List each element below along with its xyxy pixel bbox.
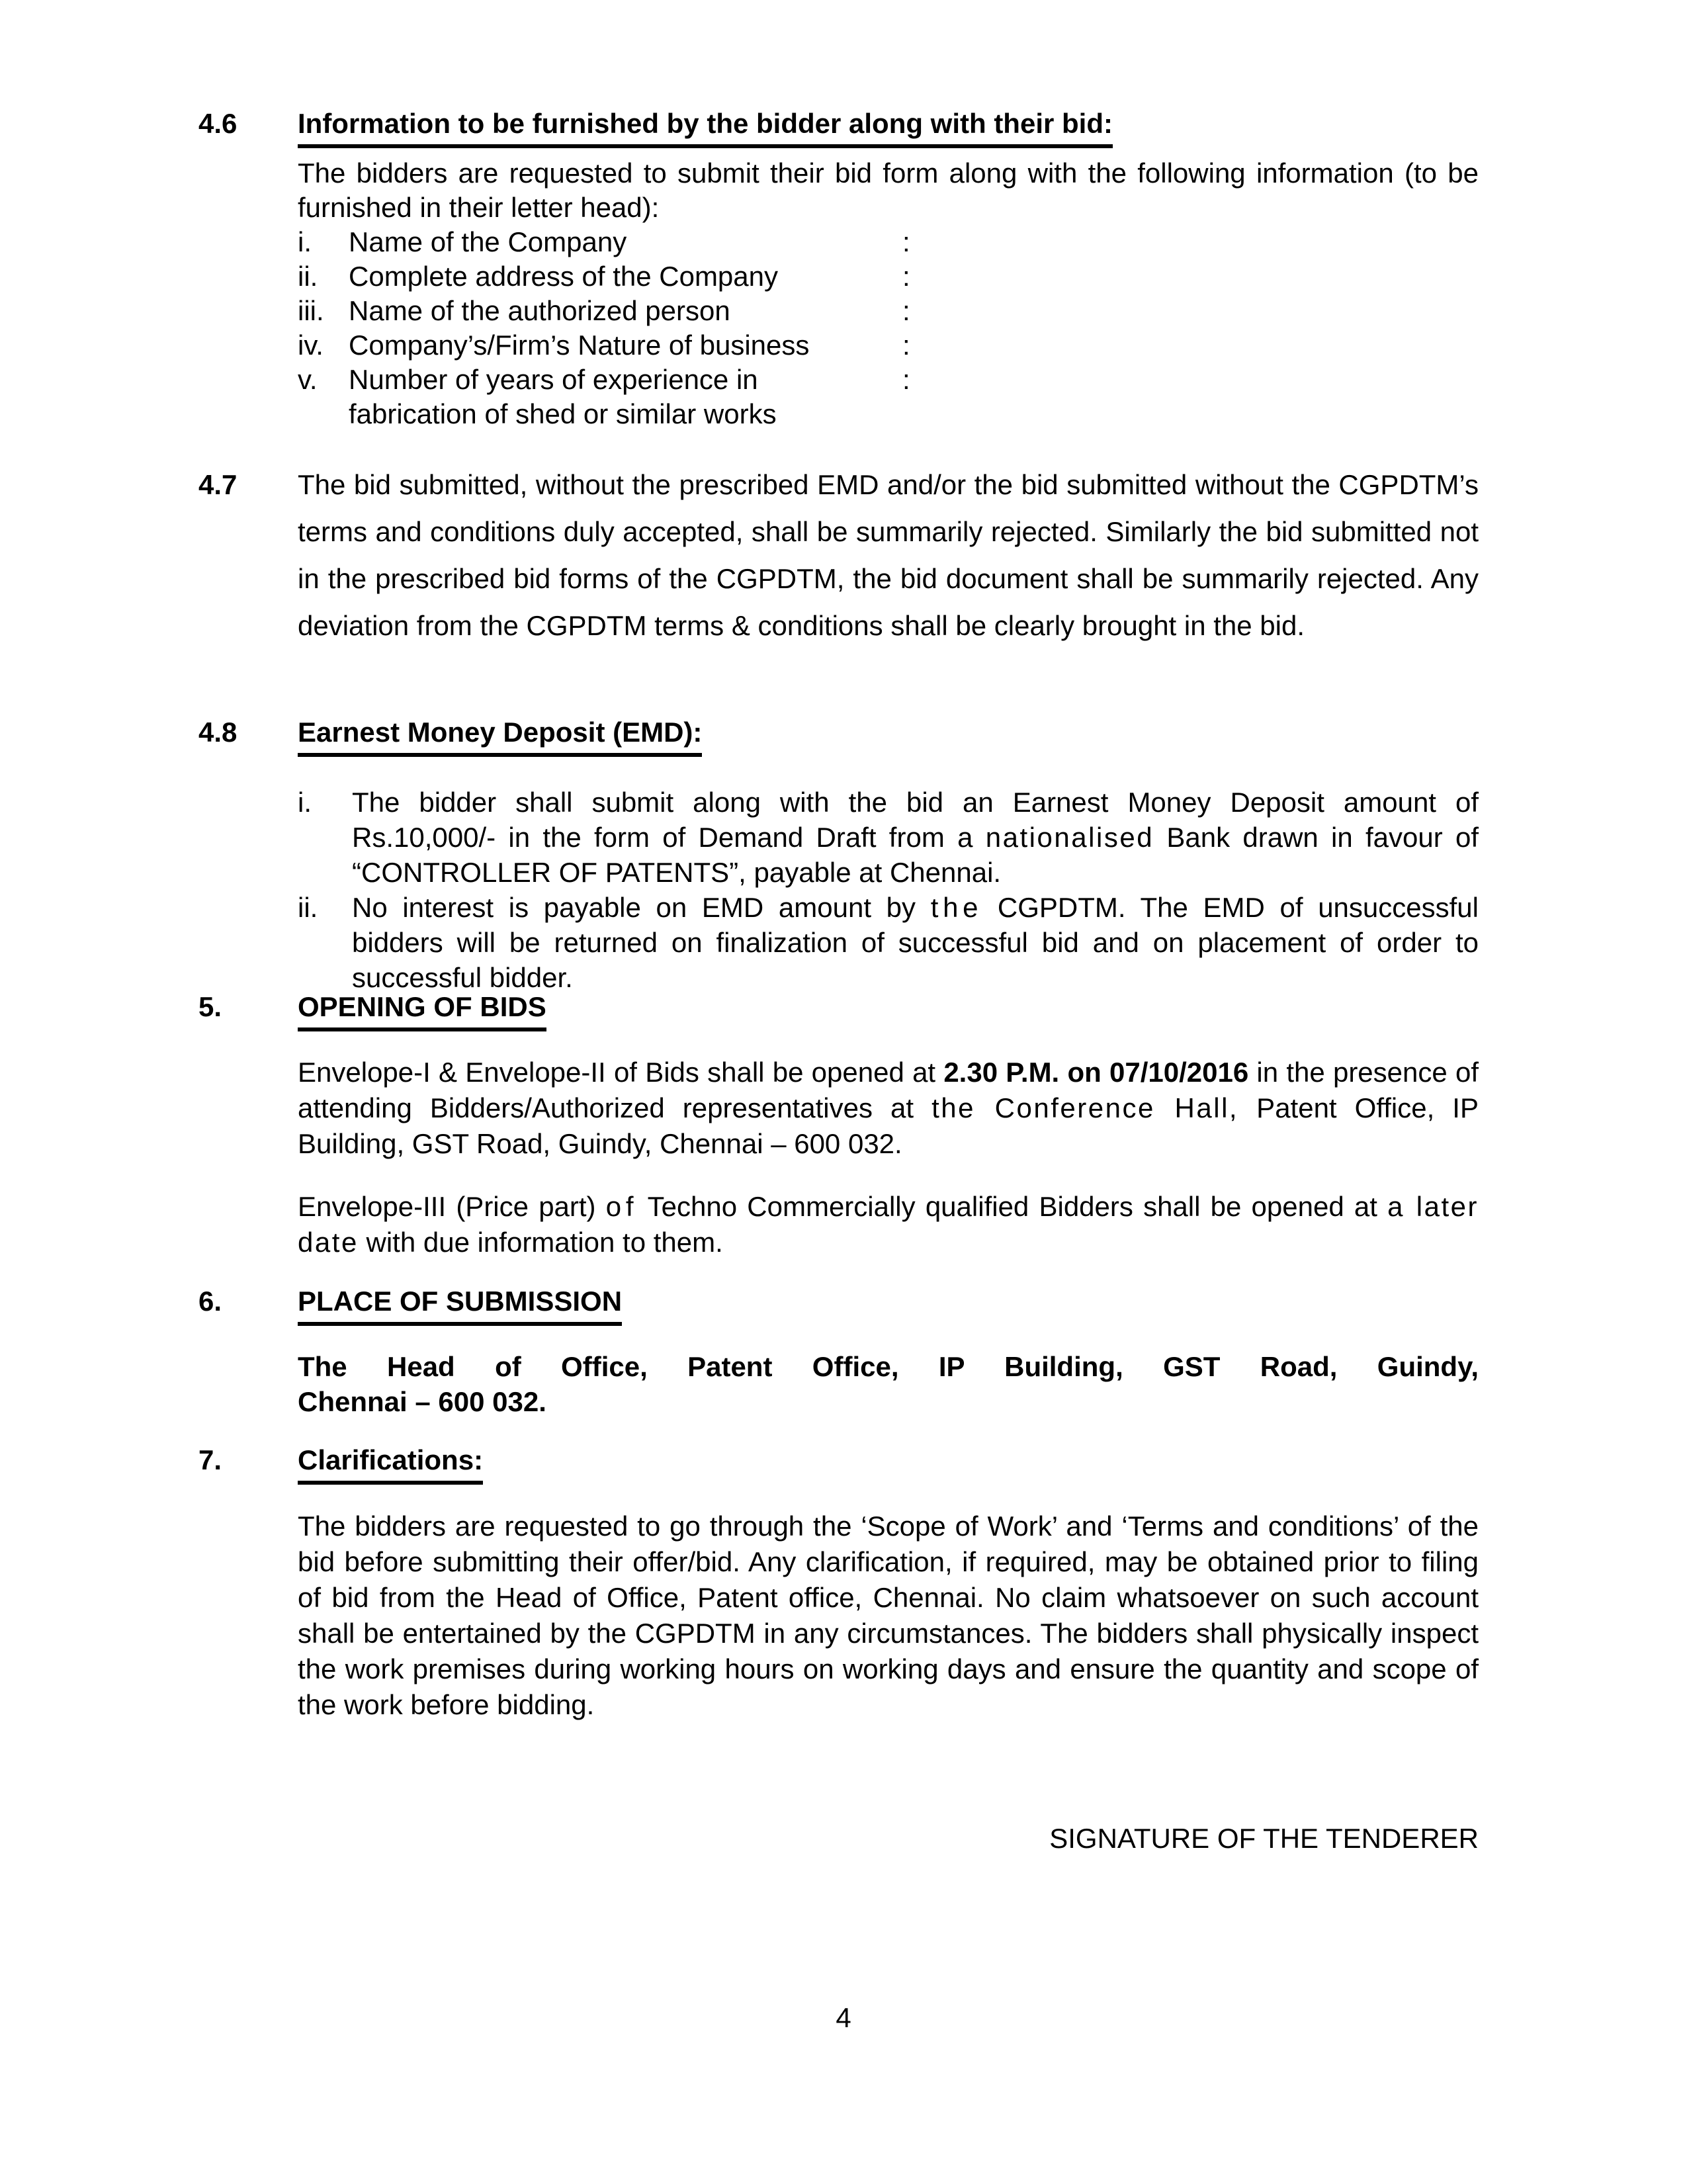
section-6-heading: PLACE OF SUBMISSION — [298, 1284, 622, 1326]
emd-item-2-text: No interest is payable on EMD amount by — [352, 892, 931, 923]
list-item-continuation — [298, 397, 1479, 431]
list-item-label: Name of the authorized person — [349, 295, 730, 326]
list-item — [298, 225, 1479, 259]
section-4-6-intro: The bidders are requested to submit their bid form along with the following information (to be furnished in their letter head): — [298, 157, 1479, 223]
section-4-7-paragraph: The bid submitted, without the prescribed EMD and/or the bid submitted without the CGPDTM’s terms and conditions duly accepted, shall be summarily rejected. Similarly the bid submitted not in the prescribed bid forms of the CGPDTM, the bid document shall be summarily rejected. Any deviation from the CGPDTM terms & conditions shall be clearly brought in the bid. — [298, 469, 1479, 641]
envelope3-text-1: Envelope-III (Price part) — [298, 1191, 606, 1222]
envelope3-spaced-of: of — [605, 1191, 638, 1222]
section-4-6-heading-row — [0, 107, 1687, 148]
section-4-6-list — [0, 225, 1687, 431]
list-item-label: Complete address of the Company — [349, 261, 779, 292]
list-item-numeral: iii. — [298, 295, 324, 326]
emd-item-1-text: The bidder shall submit along with the bid an Earnest Money Deposit amount of Rs.10,000/- in the form of Demand Draft from a — [352, 787, 1479, 853]
emd-item-2-spaced-word: the — [930, 892, 983, 923]
emd-item-1 — [298, 785, 1479, 890]
section-7-heading: Clarifications: — [298, 1443, 483, 1485]
section-6-paragraph — [0, 1349, 1687, 1419]
envelope3-spaced-date: a later date — [298, 1191, 1479, 1258]
submission-address-line-1: The Head of Office, Patent Office, IP Building, GST Road, Guindy, — [298, 1351, 1479, 1382]
list-item — [298, 328, 1479, 363]
emd-item-1-text-2: Bank drawn in favour of “CONTROLLER OF PATENTS”, payable at Chennai. — [352, 822, 1479, 888]
envelope3-text-3: with due information to them. — [358, 1227, 723, 1258]
list-item-numeral: ii. — [298, 892, 318, 923]
list-item-label: Number of years of experience in — [349, 364, 758, 395]
list-item-numeral: i. — [298, 787, 312, 818]
opening-text-1: Envelope-I & Envelope-II of Bids shall be opened at — [298, 1057, 944, 1088]
submission-address-line-2: Chennai – 600 032. — [298, 1386, 546, 1417]
section-4-6-number: 4.6 — [198, 108, 238, 139]
emd-item-2 — [298, 890, 1479, 995]
list-item-colon: : — [902, 261, 910, 292]
list-item-label: Company’s/Firm’s Nature of business — [349, 329, 810, 361]
section-5-number: 5. — [198, 991, 222, 1022]
list-item-label: Name of the Company — [349, 226, 627, 257]
list-item-numeral: iv. — [298, 329, 324, 361]
list-item-numeral: v. — [298, 364, 318, 395]
signature-label: SIGNATURE OF THE TENDERER — [1049, 1823, 1479, 1854]
section-4-6-heading: Information to be furnished by the bidder along with their bid: — [298, 107, 1113, 148]
section-4-6-intro-row — [0, 156, 1687, 225]
list-item-numeral: ii. — [298, 261, 318, 292]
section-6-number: 6. — [198, 1286, 222, 1317]
section-4-8-heading: Earnest Money Deposit (EMD): — [298, 715, 702, 757]
opening-text-3: Patent Office, IP Building, GST Road, Guindy, Chennai – 600 032. — [298, 1092, 1479, 1159]
section-5-paragraph-1 — [0, 1055, 1687, 1162]
emd-item-1-spaced-word: nationalised — [985, 822, 1154, 853]
list-item-colon: : — [902, 226, 910, 257]
section-5-heading: OPENING OF BIDS — [298, 990, 546, 1031]
section-4-7-row — [0, 461, 1687, 649]
page-number: 4 — [836, 2002, 851, 2033]
list-item-colon: : — [902, 295, 910, 326]
page-number-row — [0, 2002, 1687, 2034]
emd-item-2-text-2: CGPDTM. The EMD of unsuccessful bidders will be returned on finalization of successful bid and on placement of order to successful bidder. — [352, 892, 1479, 993]
section-7-heading-row — [0, 1443, 1687, 1485]
section-4-8-heading-row — [0, 715, 1687, 757]
section-7-paragraph — [0, 1508, 1687, 1723]
section-4-7-number: 4.7 — [198, 469, 238, 500]
list-item — [298, 259, 1479, 294]
list-item-label-line2: fabrication of shed or similar works — [349, 398, 777, 429]
list-item-colon: : — [902, 329, 910, 361]
envelope3-text-2: Techno Commercially qualified Bidders shall be opened at — [638, 1191, 1388, 1222]
section-6-heading-row — [0, 1284, 1687, 1326]
section-5-heading-row — [0, 990, 1687, 1031]
section-4-8-number: 4.8 — [198, 717, 238, 748]
signature-row — [0, 1821, 1687, 1856]
section-5-paragraph-2 — [0, 1189, 1687, 1260]
section-4-8-list — [0, 785, 1687, 995]
opening-text-2: in the presence of attending Bidders/Authorized representatives at — [298, 1057, 1479, 1123]
section-7-number: 7. — [198, 1444, 222, 1475]
list-item — [298, 294, 1479, 328]
list-item-numeral: i. — [298, 226, 312, 257]
opening-spaced-venue: the Conference Hall, — [931, 1092, 1239, 1123]
opening-datetime: 2.30 P.M. on 07/10/2016 — [943, 1057, 1249, 1088]
list-item-colon: : — [902, 364, 910, 395]
clarifications-text: The bidders are requested to go through the ‘Scope of Work’ and ‘Terms and conditions’ of the bid before submitting their offer/bid. Any clarification, if required, may be obtained prior to filing of bid from the Head of Office, Patent office, Chennai. No claim whatsoever on such account shall be entertained by the CGPDTM in any circumstances. The bidders shall physically inspect the work premises during working hours on working days and ensure the quantity and scope of the work before bidding. — [298, 1510, 1479, 1720]
list-item — [298, 363, 1479, 397]
